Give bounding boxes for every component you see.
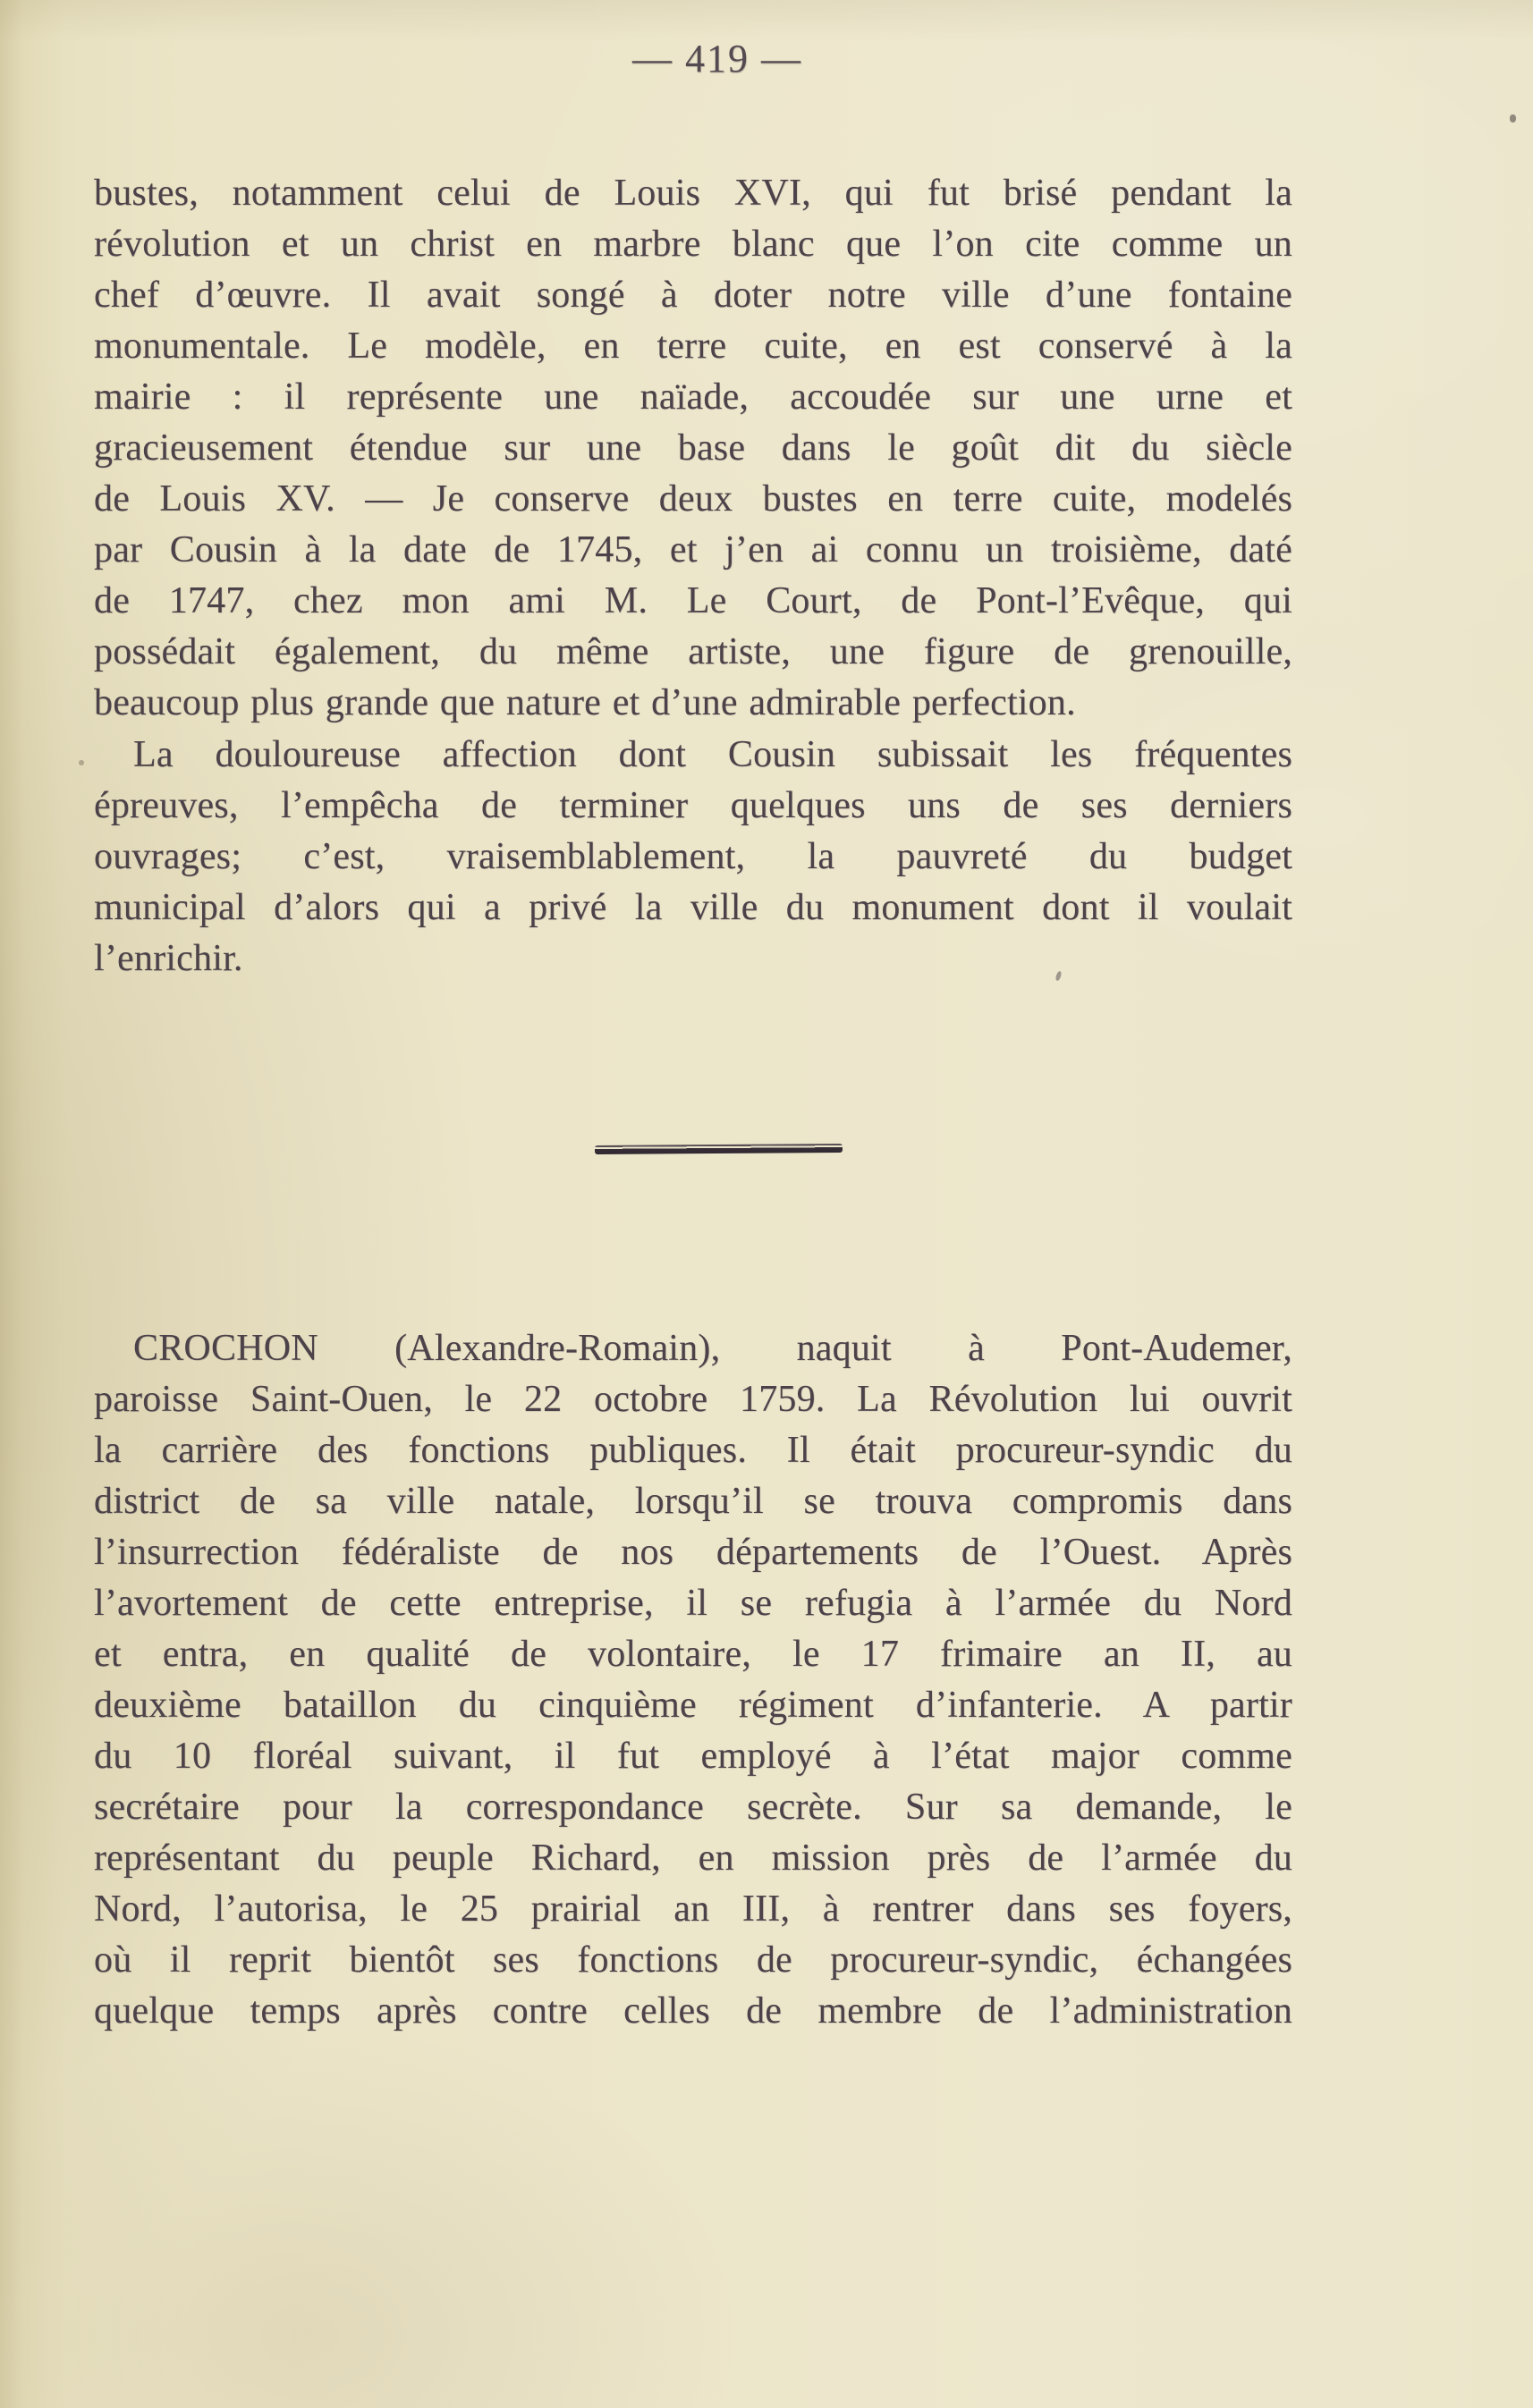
text-line: représentant du peuple Richard, en mission près de l’armée du [94, 1838, 1292, 1879]
text-line: secrétaire pour la correspondance secrète. Sur sa demande, le [94, 1787, 1292, 1828]
text-line: district de sa ville natale, lorsqu’il se trouva compromis dans [94, 1481, 1292, 1522]
text-line: et entra, en qualité de volontaire, le 17 frimaire an II, au [94, 1634, 1292, 1675]
text-line: bustes, notamment celui de Louis XVI, qui fut brisé pendant la [94, 173, 1292, 214]
text-line: chef d’œuvre. Il avait songé à doter notre ville d’une fontaine [94, 275, 1292, 316]
text-line: l’enrichir. [94, 938, 243, 979]
text-line: ouvrages; c’est, vraisemblablement, la pauvreté du budget [94, 836, 1292, 877]
section-divider [595, 1144, 843, 1154]
text-line: par Cousin à la date de 1745, et j’en ai connu un troisième, daté [94, 529, 1292, 570]
text-line: révolution et un christ en marbre blanc que l’on cite comme un [94, 224, 1292, 265]
text-line: épreuves, l’empêcha de terminer quelques uns de ses derniers [94, 785, 1292, 826]
text-line: où il reprit bientôt ses fonctions de procureur-syndic, échangées [94, 1939, 1292, 1981]
text-line: la carrière des fonctions publiques. Il était procureur-syndic du [94, 1430, 1292, 1471]
text-line: du 10 floréal suivant, il fut employé à l’état major comme [94, 1736, 1292, 1777]
text-line: l’insurrection fédéraliste de nos départements de l’Ouest. Après [94, 1532, 1292, 1573]
text-line: La douloureuse affection dont Cousin subissait les fréquentes [133, 734, 1292, 775]
page-number: — 419 — [632, 37, 802, 80]
paragraph-douloureuse-affection [94, 730, 1292, 984]
text-line: beaucoup plus grande que nature et d’une admirable perfection. [94, 682, 1076, 723]
paragraph-crochon-biography [94, 1323, 1292, 2037]
text-line: possédait également, du même artiste, une figure de grenouille, [94, 631, 1292, 672]
text-line: l’avortement de cette entreprise, il se refugia à l’armée du Nord [94, 1583, 1292, 1624]
ink-speck [1510, 114, 1516, 123]
text-line: paroisse Saint-Ouen, le 22 octobre 1759. La Révolution lui ouvrit [94, 1379, 1292, 1420]
text-line: de 1747, chez mon ami M. Le Court, de Pont-l’Evêque, qui [94, 580, 1292, 621]
text-line: quelque temps après contre celles de membre de l’administration [94, 1990, 1292, 2032]
text-line: Nord, l’autorisa, le 25 prairial an III, à rentrer dans ses foyers, [94, 1888, 1292, 1930]
text-line: de Louis XV. — Je conserve deux bustes en terre cuite, modelés [94, 478, 1292, 520]
text-line: CROCHON (Alexandre-Romain), naquit à Pont-Audemer, [133, 1328, 1292, 1369]
text-line: gracieusement étendue sur une base dans le goût dit du siècle [94, 427, 1292, 469]
text-line: monumentale. Le modèle, en terre cuite, en est conservé à la [94, 325, 1292, 367]
paragraph-bustes-cousin [94, 168, 1292, 729]
text-line: municipal d’alors qui a privé la ville du monument dont il voulait [94, 887, 1292, 928]
text-line: mairie : il représente une naïade, accoudée sur une urne et [94, 376, 1292, 418]
ink-speck [79, 760, 84, 765]
text-line: deuxième bataillon du cinquième régiment d’infanterie. A partir [94, 1685, 1292, 1726]
